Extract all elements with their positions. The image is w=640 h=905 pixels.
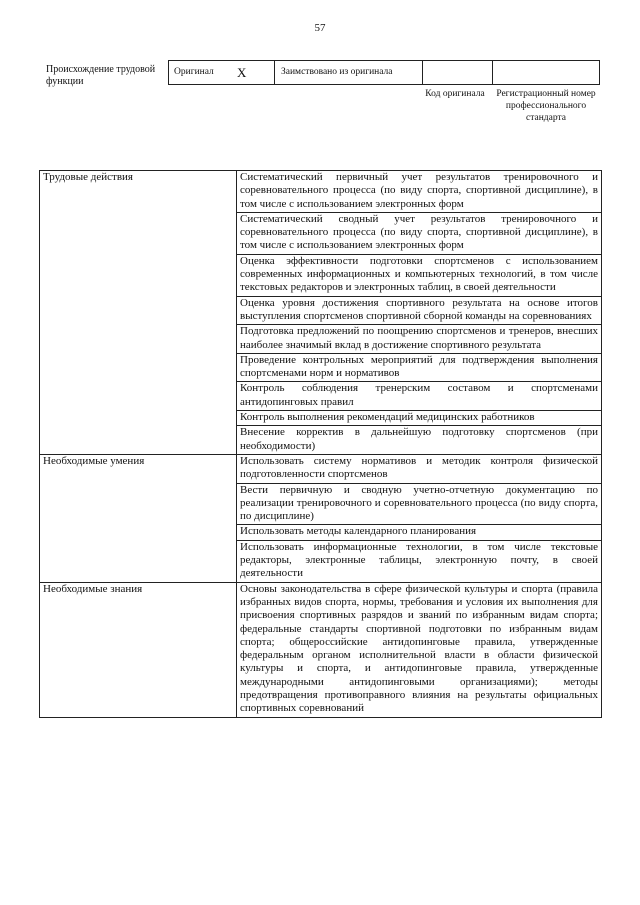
code-cell bbox=[423, 61, 493, 84]
section-item: Оценка уровня достижения спортивного результата на основе итогов выступления спортсменов спортивной сборной команды на соревнованиях bbox=[237, 296, 602, 325]
table-row bbox=[40, 582, 602, 717]
code-caption: Код оригинала bbox=[425, 89, 485, 99]
section-item: Использовать информационные технологии, в том числе текстовые редакторы, электронные таблицы, электронную почту, в своей деятельности bbox=[237, 540, 602, 582]
original-cell bbox=[169, 61, 275, 84]
labor-function-table bbox=[39, 170, 602, 718]
section-item: Внесение корректив в дальнейшую подготовку спортсменов (при необходимости) bbox=[237, 426, 602, 455]
section-item: Подготовка предложений по поощрению спортсменов и тренеров, внесших наиболее значимый вклад в достижение спортивного результата bbox=[237, 325, 602, 354]
section-item: Контроль выполнения рекомендаций медицинских работников bbox=[237, 411, 602, 426]
origin-label: Происхождение трудовой функции bbox=[46, 64, 156, 87]
original-mark: X bbox=[237, 65, 247, 80]
section-item: Оценка эффективности подготовки спортсменов с использованием современных информационных и компьютерных технологий, в том числе текстовых редакторов и электронных таблиц, в своей деятельности bbox=[237, 254, 602, 296]
section-label: Необходимые знания bbox=[40, 582, 237, 717]
section-item: Использовать методы календарного планирования bbox=[237, 525, 602, 540]
table-row bbox=[40, 454, 602, 483]
section-item: Вести первичную и сводную учетно-отчетную документацию по реализации тренировочного и соревновательного процесса (по виду спорта, по дисциплине) bbox=[237, 483, 602, 525]
section-label: Необходимые умения bbox=[40, 454, 237, 582]
table-row bbox=[40, 171, 602, 213]
borrowed-label: Заимствовано из оригинала bbox=[275, 61, 423, 84]
section-item: Проведение контрольных мероприятий для подтверждения выполнения спортсменами норм и нормативов bbox=[237, 353, 602, 382]
section-item: Использовать систему нормативов и методик контроля физической подготовленности спортсменов bbox=[237, 454, 602, 483]
reg-number-cell bbox=[493, 61, 599, 84]
section-label: Трудовые действия bbox=[40, 171, 237, 455]
section-item: Систематический сводный учет результатов тренировочного и соревновательного процесса (по виду спорта, спортивной дисциплине), в том числе с использованием электронных форм bbox=[237, 212, 602, 254]
original-label: Оригинал bbox=[174, 67, 214, 77]
origin-box bbox=[168, 60, 600, 85]
section-item: Основы законодательства в сфере физической культуры и спорта (правила избранных видов спорта, нормы, требования и условия их выполнения для присвоения спортивных разрядов и званий по избранным видам спорта; федеральные стандарты спортивной подготовки по избранным видам спорта; общероссийские антидопинговые правила, утвержденные федеральным органом исполнительной власти в области физической культуры и спорта, и антидопинговые правила, утвержденные международными антидопинговыми организациями); методы предотвращения противоправного влияния на результаты официальных спортивных соревнований bbox=[237, 582, 602, 717]
page-number: 57 bbox=[314, 22, 326, 34]
section-item: Контроль соблюдения тренерским составом и спортсменами антидопинговых правил bbox=[237, 382, 602, 411]
section-item: Систематический первичный учет результатов тренировочного и соревновательного процесса (по виду спорта, спортивной дисциплине), в том числе с использованием электронных форм bbox=[237, 171, 602, 213]
page-bottom-margin bbox=[39, 824, 604, 884]
reg-caption: Регистрационный номер профессионального стандарта bbox=[496, 89, 596, 123]
